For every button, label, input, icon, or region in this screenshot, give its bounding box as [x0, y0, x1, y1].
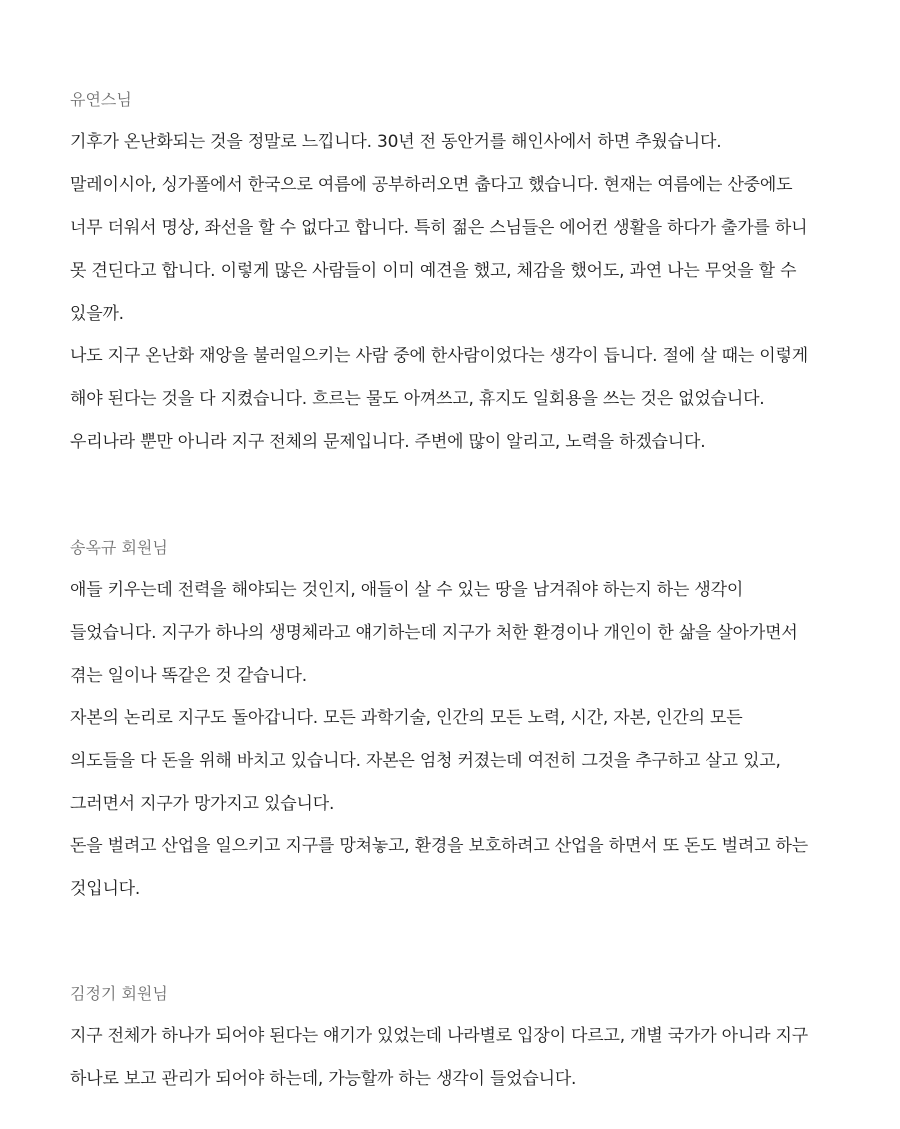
comment-line: 나도 지구 온난화 재앙을 불러일으키는 사람 중에 한사람이었다는 생각이 듭니다. 절에 살 때는 이렇게 — [70, 346, 808, 366]
comment-line: 자본의 논리로 지구도 돌아갑니다. 모든 과학기술, 인간의 모든 노력, 시간, 자본, 인간의 모든 — [70, 708, 743, 728]
comment-line: 너무 더워서 명상, 좌선을 할 수 없다고 합니다. 특히 젊은 스님들은 에어컨 생활을 하다가 출가를 하니 — [70, 218, 808, 238]
speaker-name: 송옥규 회원님 — [70, 538, 168, 557]
comment-line: 하나로 보고 관리가 되어야 하는데, 가능할까 하는 생각이 들었습니다. — [70, 1069, 577, 1089]
speaker-name: 김정기 회원님 — [70, 984, 168, 1003]
comment-line: 지구 전체가 하나가 되어야 된다는 얘기가 있었는데 나라별로 입장이 다르고, 개별 국가가 아니라 지구 — [70, 1026, 808, 1046]
speaker-name: 유연스님 — [70, 90, 132, 109]
comment-line: 의도들을 다 돈을 위해 바치고 있습니다. 자본은 엄청 커졌는데 여전히 그것을 추구하고 살고 있고, — [70, 751, 781, 771]
comment-line: 겪는 일이나 똑같은 것 같습니다. — [70, 666, 307, 686]
comment-line: 것입니다. — [70, 879, 141, 899]
comment-line: 있을까. — [70, 304, 124, 324]
comment-line: 해야 된다는 것을 다 지켰습니다. 흐르는 물도 아껴쓰고, 휴지도 일회용을 쓰는 것은 없었습니다. — [70, 389, 765, 409]
comment-line: 그러면서 지구가 망가지고 있습니다. — [70, 794, 335, 814]
comment-line: 들었습니다. 지구가 하나의 생명체라고 얘기하는데 지구가 처한 환경이나 개인이 한 삶을 살아가면서 — [70, 623, 798, 643]
comment-line: 기후가 온난화되는 것을 정말로 느낍니다. 30년 전 동안거를 해인사에서 하면 추웠습니다. — [70, 132, 722, 152]
comment-line: 말레이시아, 싱가폴에서 한국으로 여름에 공부하러오면 춥다고 했습니다. 현재는 여름에는 산중에도 — [70, 175, 793, 195]
comment-line: 못 견딘다고 합니다. 이렇게 많은 사람들이 이미 예견을 했고, 체감을 했어도, 과연 나는 무엇을 할 수 — [70, 261, 797, 281]
comment-line: 돈을 벌려고 산업을 일으키고 지구를 망쳐놓고, 환경을 보호하려고 산업을 하면서 또 돈도 벌려고 하는 — [70, 836, 808, 856]
comment-line: 우리나라 뿐만 아니라 지구 전체의 문제입니다. 주변에 많이 알리고, 노력을 하겠습니다. — [70, 432, 706, 452]
comment-line: 애들 키우는데 전력을 해야되는 것인지, 애들이 살 수 있는 땅을 남겨줘야 하는지 하는 생각이 — [70, 580, 744, 600]
